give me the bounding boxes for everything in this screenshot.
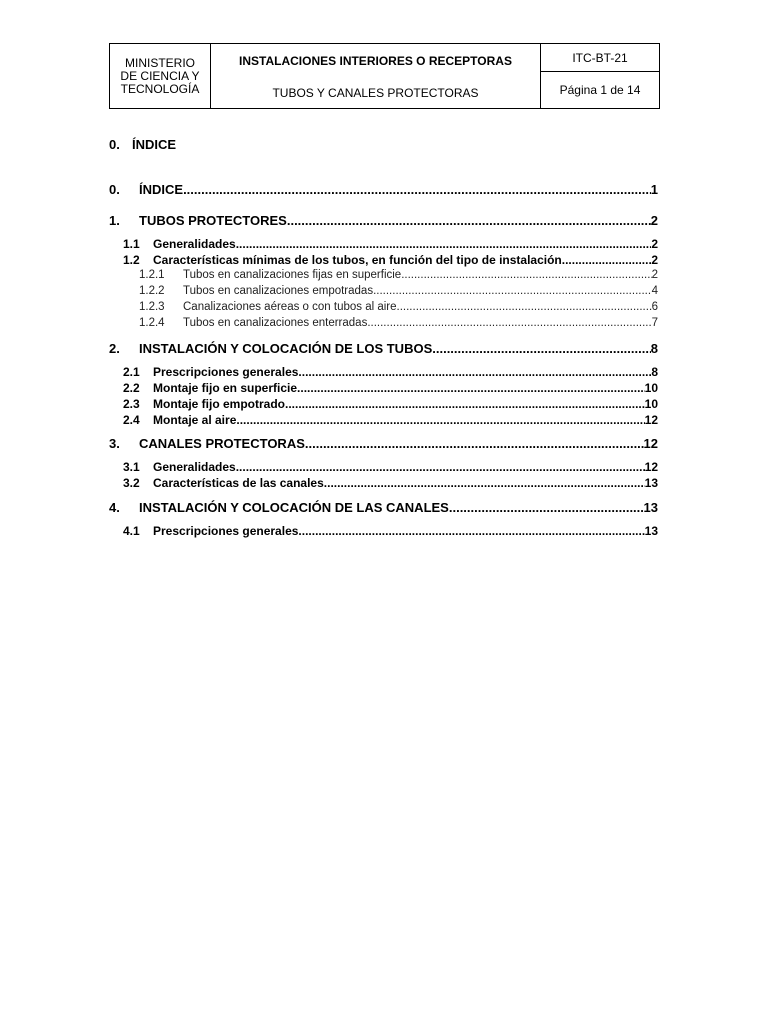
document-header <box>109 43 660 109</box>
toc-label: Tubos en canalizaciones empotradas <box>183 285 374 297</box>
toc-entry-3-1[interactable] <box>109 460 658 474</box>
toc-leader <box>298 524 644 538</box>
toc-entry-1-2-2[interactable] <box>109 285 658 297</box>
toc-page: 13 <box>644 476 658 490</box>
toc-label: Tubos en canalizaciones enterradas <box>183 317 368 329</box>
toc-number: 2.2 <box>123 381 140 395</box>
toc-entry-2-3[interactable] <box>109 397 658 411</box>
toc-number: 4. <box>109 500 120 515</box>
toc-page: 2 <box>651 253 658 267</box>
toc-leader <box>432 341 651 356</box>
toc-leader <box>298 365 651 379</box>
toc-entry-1-2-1[interactable] <box>109 269 658 281</box>
toc-entry-2-4[interactable] <box>109 413 658 427</box>
document-title: INSTALACIONES INTERIORES O RECEPTORAS <box>239 53 512 68</box>
toc-label: Generalidades <box>153 460 236 474</box>
ministry-line-1: MINISTERIO <box>124 55 195 70</box>
toc-page: 7 <box>651 317 658 329</box>
toc-leader <box>373 285 652 297</box>
toc-page: 12 <box>643 436 658 451</box>
toc-label: TUBOS PROTECTORES <box>139 213 287 228</box>
toc-number: 0. <box>109 182 120 197</box>
toc-page: 10 <box>644 397 658 411</box>
toc-number: 1.2.2 <box>139 285 165 297</box>
page-number: Página 1 de 14 <box>559 83 641 97</box>
toc-page: 10 <box>644 381 658 395</box>
toc-entry-3-2[interactable] <box>109 476 658 490</box>
toc-label: Prescripciones generales <box>153 524 299 538</box>
toc-entry-1-2-3[interactable] <box>109 301 658 313</box>
toc-label: Características mínimas de los tubos, en función del tipo de instalación <box>153 253 562 267</box>
toc-number: 1.2 <box>123 253 140 267</box>
toc-number: 1. <box>109 213 120 228</box>
toc-page: 2 <box>651 269 658 281</box>
toc-label: Canalizaciones aéreas o con tubos al aire <box>183 301 397 313</box>
toc-number: 3.2 <box>123 476 140 490</box>
toc-label: Montaje fijo en superficie <box>153 381 298 395</box>
toc-number: 2.4 <box>123 413 140 427</box>
toc-entry-0[interactable] <box>109 182 658 197</box>
toc-number: 2.3 <box>123 397 140 411</box>
toc-number: 1.2.1 <box>139 269 165 281</box>
toc-entry-1-2[interactable] <box>109 253 658 267</box>
toc-entry-2-2[interactable] <box>109 381 658 395</box>
toc-entry-1-1[interactable] <box>109 237 658 251</box>
toc-entry-4-1[interactable] <box>109 524 658 538</box>
ministry-line-3: TECNOLOGÍA <box>120 81 200 96</box>
toc-entry-4[interactable] <box>109 500 658 515</box>
toc-label: Tubos en canalizaciones fijas en superficie <box>183 269 402 281</box>
toc-label: Montaje fijo empotrado <box>153 397 285 411</box>
toc-leader <box>236 460 645 474</box>
document-code: ITC-BT-21 <box>541 44 659 72</box>
document-subtitle: TUBOS Y CANALES PROTECTORAS <box>272 85 479 100</box>
toc-number: 3.1 <box>123 460 140 474</box>
toc-number: 2. <box>109 341 120 356</box>
toc-leader <box>397 301 652 313</box>
toc-number: 1.2.4 <box>139 317 165 329</box>
toc-page: 13 <box>643 500 658 515</box>
toc-label: INSTALACIÓN Y COLOCACIÓN DE LOS TUBOS <box>139 341 433 356</box>
toc-leader <box>183 182 651 197</box>
ministry-cell <box>110 44 211 108</box>
toc-page: 12 <box>644 460 658 474</box>
toc-number: 1.1 <box>123 237 140 251</box>
toc-entry-1-2-4[interactable] <box>109 317 658 329</box>
toc-label: Generalidades <box>153 237 236 251</box>
toc-label: Montaje al aire <box>153 413 237 427</box>
toc-page: 2 <box>651 237 658 251</box>
toc-leader <box>324 476 645 490</box>
index-heading-label: ÍNDICE <box>132 137 177 152</box>
toc-entry-2-1[interactable] <box>109 365 658 379</box>
index-heading <box>109 137 176 152</box>
toc-leader <box>236 413 644 427</box>
code-cell <box>541 44 659 108</box>
toc-leader <box>285 397 645 411</box>
toc-leader <box>367 317 651 329</box>
toc-number: 4.1 <box>123 524 140 538</box>
title-cell <box>211 44 541 108</box>
toc-page: 2 <box>650 213 658 228</box>
toc-leader <box>305 436 644 451</box>
toc-number: 1.2.3 <box>139 301 165 313</box>
toc-page: 6 <box>651 301 658 313</box>
index-heading-number: 0. <box>109 137 120 152</box>
toc-leader <box>297 381 645 395</box>
toc-number: 3. <box>109 436 120 451</box>
toc-entry-3[interactable] <box>109 436 658 451</box>
toc-entry-1[interactable] <box>109 213 658 228</box>
toc-leader <box>562 253 652 267</box>
ministry-line-2: DE CIENCIA Y <box>120 68 200 83</box>
toc-label: INSTALACIÓN Y COLOCACIÓN DE LAS CANALES <box>139 500 449 515</box>
toc-page: 12 <box>644 413 658 427</box>
toc-label: Características de las canales <box>153 476 324 490</box>
toc-label: Prescripciones generales <box>153 365 299 379</box>
toc-page: 1 <box>650 182 658 197</box>
toc-leader <box>236 237 652 251</box>
toc-label: ÍNDICE <box>139 182 184 197</box>
toc-page: 4 <box>651 285 658 297</box>
toc-page: 8 <box>650 341 658 356</box>
toc-leader <box>401 269 651 281</box>
toc-entry-2[interactable] <box>109 341 658 356</box>
toc-leader <box>449 500 644 515</box>
toc-number: 2.1 <box>123 365 140 379</box>
toc-leader <box>287 213 651 228</box>
toc-page: 8 <box>651 365 658 379</box>
toc-page: 13 <box>644 524 658 538</box>
toc-label: CANALES PROTECTORAS <box>139 436 305 451</box>
